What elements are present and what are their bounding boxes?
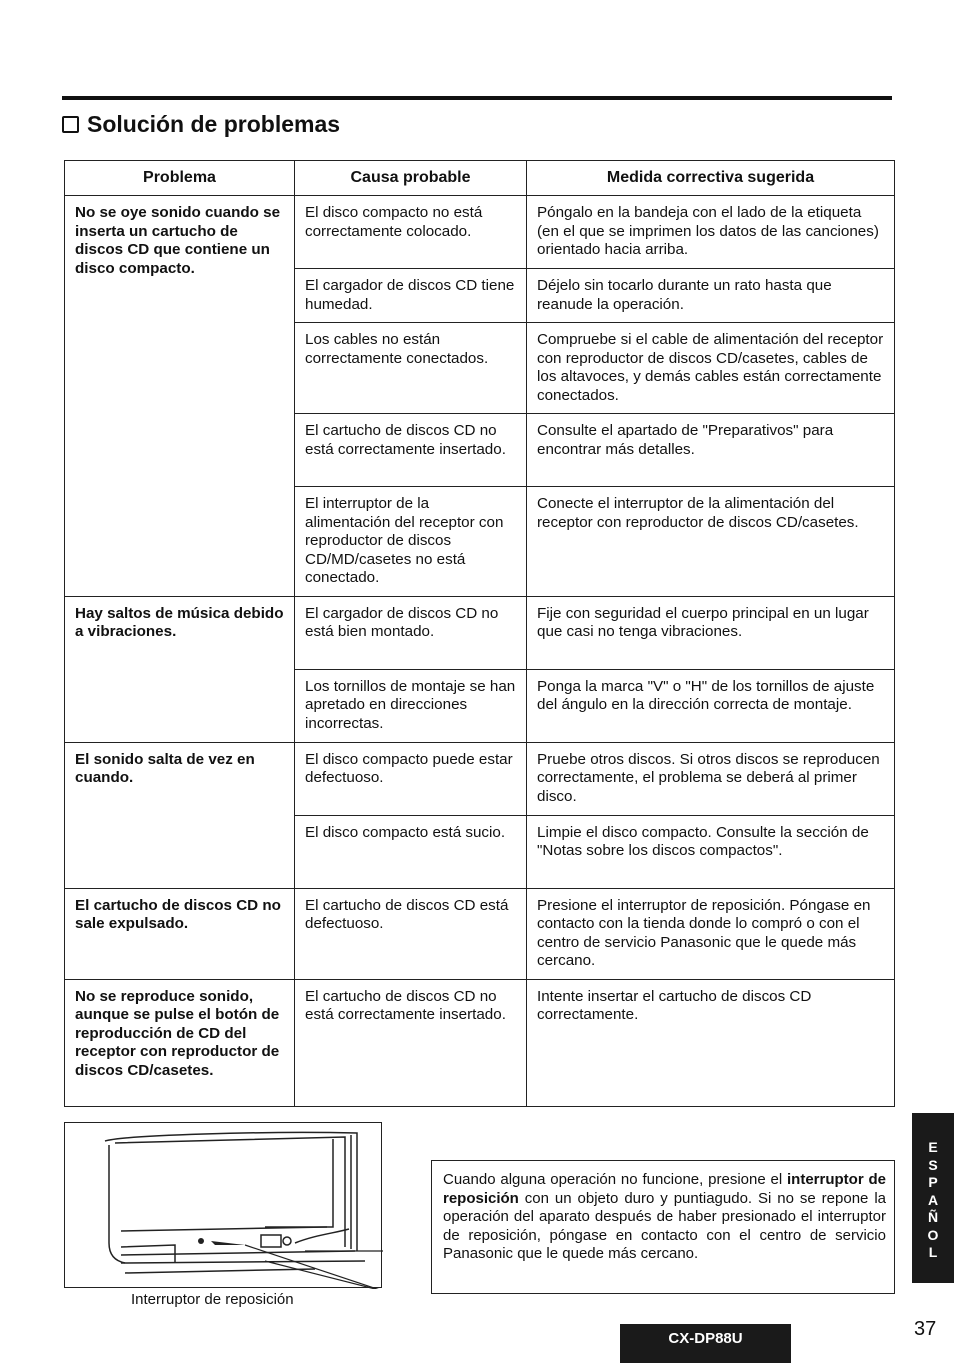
problem-cell: El sonido salta de vez en cuando.: [65, 742, 295, 888]
side-tab-letter: P: [928, 1174, 938, 1190]
problem-cell: No se reproduce sonido, aunque se pulse el botón de reproducción de CD del receptor con reproductor de discos CD/casetes.: [65, 979, 295, 1106]
cause-cell: El disco compacto está sucio.: [295, 815, 527, 888]
cause-cell: Los tornillos de montaje se han apretado en direcciones incorrectas.: [295, 669, 527, 742]
cause-cell: El interruptor de la alimentación del receptor con reproductor de discos CD/MD/casetes no está conectado.: [295, 487, 527, 597]
troubleshooting-table: [64, 160, 895, 1107]
note-text-2: con un objeto duro y puntiagudo. Si no se repone la operación del aparato después de haber presionado el interruptor de reposición, póngase en contacto con el centro de servicio Panasonic que le quede más cercano.: [443, 1189, 886, 1263]
reset-note-box: [431, 1160, 895, 1294]
model-badge: CX-DP88U: [620, 1324, 791, 1363]
problem-cell: Hay saltos de música debido a vibraciones.: [65, 596, 295, 742]
note-text-1: Cuando alguna operación no funcione, presione el: [443, 1171, 787, 1188]
remedy-cell: Consulte el apartado de "Preparativos" para encontrar más detalles.: [527, 414, 895, 487]
page-title: [62, 111, 340, 138]
cause-cell: Los cables no están correctamente conectados.: [295, 323, 527, 414]
header-problem: Problema: [65, 161, 295, 196]
page-title-text: Solución de problemas: [87, 111, 341, 137]
side-tab-letter: A: [927, 1191, 939, 1208]
table-header-row: [65, 161, 895, 196]
cause-cell: El disco compacto no está correctamente colocado.: [295, 196, 527, 269]
device-drawing-icon: [65, 1123, 383, 1289]
remedy-cell: Limpie el disco compacto. Consulte la sección de "Notas sobre los discos compactos".: [527, 815, 895, 888]
remedy-cell: Póngalo en la bandeja con el lado de la etiqueta (en el que se imprimen los datos de las canciones) orientado hacia arriba.: [527, 196, 895, 269]
reset-switch-illustration: [64, 1122, 382, 1288]
table-row: [65, 596, 895, 669]
side-tab-letter: S: [928, 1156, 938, 1173]
remedy-cell: Déjelo sin tocarlo durante un rato hasta que reanude la operación.: [527, 269, 895, 323]
side-tab-letter: Ñ: [927, 1209, 939, 1225]
cause-cell: El cartucho de discos CD no está correctamente insertado.: [295, 414, 527, 487]
remedy-cell: Intente insertar el cartucho de discos CD correctamente.: [527, 979, 895, 1106]
header-remedy: Medida correctiva sugerida: [527, 161, 895, 196]
table-row: [65, 979, 895, 1106]
remedy-cell: Compruebe si el cable de alimentación del receptor con reproductor de discos CD/casetes, cables de los altavoces, y demás cables están correctamente conectados.: [527, 323, 895, 414]
language-side-tab: [912, 1113, 954, 1283]
remedy-cell: Ponga la marca "V" o "H" de los tornillos de ajuste del ángulo en la dirección correcta de montaje.: [527, 669, 895, 742]
side-tab-letter: L: [928, 1244, 938, 1260]
problem-cell: El cartucho de discos CD no sale expulsado.: [65, 888, 295, 979]
note-bold: interruptor de reposición: [443, 1171, 886, 1207]
illustration-caption: Interruptor de reposición: [131, 1291, 294, 1308]
cause-cell: El cartucho de discos CD está defectuoso.: [295, 888, 527, 979]
cause-cell: El cartucho de discos CD no está correctamente insertado.: [295, 979, 527, 1106]
remedy-cell: Conecte el interruptor de la alimentación del receptor con reproductor de discos CD/casetes.: [527, 487, 895, 597]
table-row: [65, 888, 895, 979]
top-rule: [62, 96, 892, 100]
remedy-cell: Fije con seguridad el cuerpo principal en un lugar que casi no tenga vibraciones.: [527, 596, 895, 669]
table-row: [65, 742, 895, 815]
remedy-cell: Presione el interruptor de reposición. Póngase en contacto con la tienda donde lo compró o con el centro de servicio Panasonic que le quede más cercano.: [527, 888, 895, 979]
side-tab-letter: O: [927, 1226, 939, 1243]
page-number: 37: [914, 1318, 937, 1340]
remedy-cell: Pruebe otros discos. Si otros discos se reproducen correctamente, el problema se deberá al primer disco.: [527, 742, 895, 815]
header-cause: Causa probable: [295, 161, 527, 196]
cause-cell: El cargador de discos CD no está bien montado.: [295, 596, 527, 669]
checkbox-square-icon: [62, 116, 79, 133]
cause-cell: El cargador de discos CD tiene humedad.: [295, 269, 527, 323]
table-row: [65, 196, 895, 269]
cause-cell: El disco compacto puede estar defectuoso.: [295, 742, 527, 815]
side-tab-letter: E: [928, 1139, 938, 1155]
problem-cell: No se oye sonido cuando se inserta un cartucho de discos CD que contiene un disco compacto.: [65, 196, 295, 597]
